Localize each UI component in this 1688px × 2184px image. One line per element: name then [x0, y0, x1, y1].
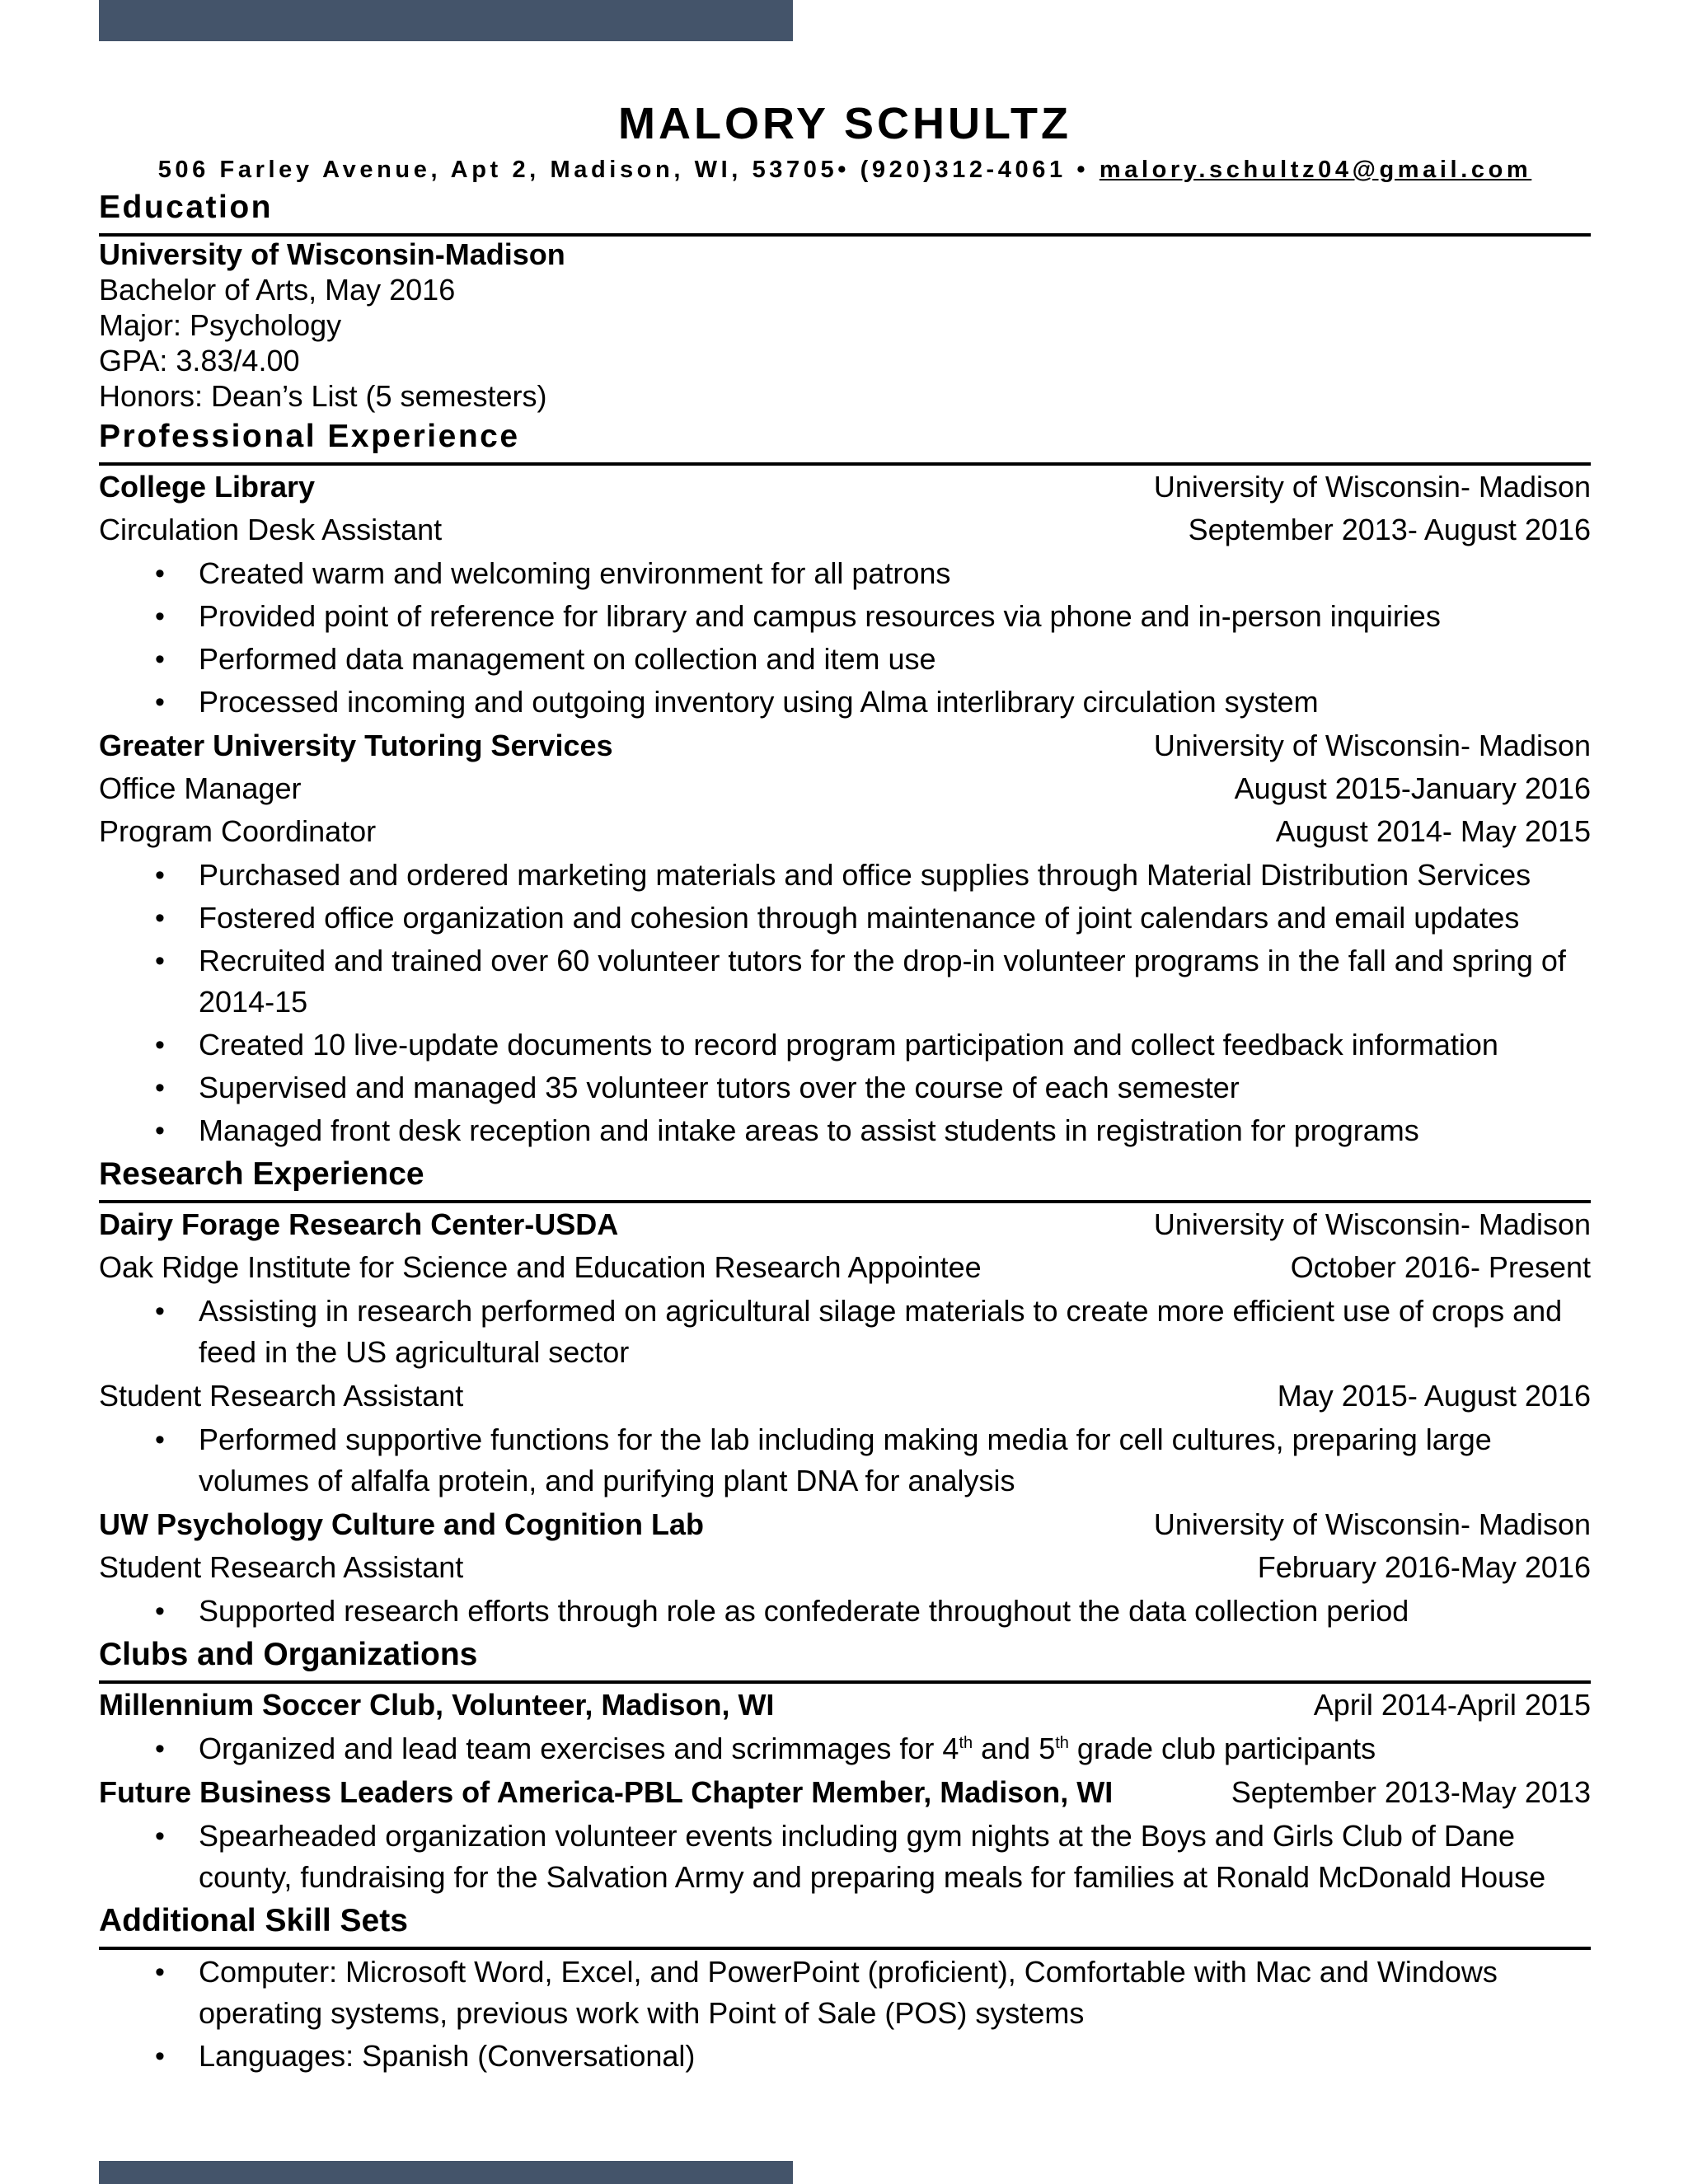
- role-dates: May 2015- August 2016: [1277, 1379, 1591, 1413]
- bullet-icon: •: [155, 902, 165, 934]
- school-name: University of Wisconsin-Madison: [99, 237, 565, 271]
- club-org: Future Business Leaders of America-PBL Chapter Member, Madison, WI: [99, 1775, 1114, 1809]
- bullet-icon: •: [155, 1296, 165, 1327]
- list-item: • Spearheaded organization volunteer events including gym nights at the Boys and Girls Club of Dane county, fundraising for the Salvation Army and preparing meals for families at Ronald McDonald House: [99, 1816, 1591, 1898]
- section-title-research: Research Experience: [99, 1155, 1591, 1203]
- club-bullets: [99, 1728, 1591, 1769]
- job-org: UW Psychology Culture and Cognition Lab: [99, 1507, 704, 1541]
- job-org: College Library: [99, 470, 316, 504]
- role-title: Program Coordinator: [99, 814, 377, 848]
- job-header: [99, 1203, 1591, 1246]
- education-line: GPA: 3.83/4.00: [99, 344, 300, 377]
- job-role: [99, 1246, 1591, 1289]
- skills-bullets: [99, 1952, 1591, 2077]
- list-item: • Created warm and welcoming environment for all patrons: [99, 553, 1591, 594]
- list-item: • Organized and lead team exercises and scrimmages for 4th and 5th grade club participants: [99, 1728, 1591, 1769]
- contact-line: [99, 155, 1591, 185]
- bullet-icon: •: [155, 558, 165, 589]
- bullet-icon: •: [155, 1072, 165, 1104]
- list-item: • Purchased and ordered marketing materials and office supplies through Material Distribution Services: [99, 855, 1591, 896]
- job-header: [99, 466, 1591, 509]
- job-org: Greater University Tutoring Services: [99, 729, 613, 762]
- bullet-icon: •: [155, 1115, 165, 1146]
- list-item: • Computer: Microsoft Word, Excel, and PowerPoint (proficient), Comfortable with Mac and Windows operating systems, previous work with Point of Sale (POS) systems: [99, 1952, 1591, 2034]
- job-bullets: [99, 855, 1591, 1151]
- list-item: • Performed supportive functions for the lab including making media for cell cultures, preparing large volumes of alfalfa protein, and purifying plant DNA for analysis: [99, 1419, 1591, 1502]
- education-line: Honors: Dean’s List (5 semesters): [99, 379, 547, 413]
- list-item: • Performed data management on collection and item use: [99, 639, 1591, 680]
- role-dates: February 2016-May 2016: [1257, 1550, 1591, 1584]
- list-item: • Fostered office organization and cohesion through maintenance of joint calendars and email updates: [99, 898, 1591, 939]
- section-title-education: Education: [99, 188, 1591, 237]
- role-dates: August 2015-January 2016: [1234, 771, 1591, 805]
- candidate-name: MALORY SCHULTZ: [618, 99, 1071, 148]
- job-role: [99, 810, 1591, 853]
- separator: •: [1076, 157, 1090, 183]
- separator: •: [837, 157, 850, 183]
- bottom-accent-bar: [99, 2161, 793, 2184]
- bullet-icon: •: [155, 601, 165, 632]
- job-role: [99, 1375, 1591, 1418]
- list-item: • Processed incoming and outgoing inventory using Alma interlibrary circulation system: [99, 682, 1591, 723]
- job-bullets: [99, 553, 1591, 723]
- list-item: • Managed front desk reception and intake areas to assist students in registration for programs: [99, 1110, 1591, 1151]
- section-title-clubs: Clubs and Organizations: [99, 1635, 1591, 1684]
- club-bullets: [99, 1816, 1591, 1898]
- bullet-icon: •: [155, 1596, 165, 1627]
- club-header: [99, 1771, 1591, 1814]
- education-line: Major: Psychology: [99, 308, 342, 342]
- bullet-icon: •: [155, 2041, 165, 2072]
- club-dates: April 2014-April 2015: [1313, 1688, 1591, 1722]
- job-role: [99, 767, 1591, 810]
- list-item: • Provided point of reference for library and campus resources via phone and in-person inquiries: [99, 596, 1591, 637]
- list-item: • Supervised and managed 35 volunteer tutors over the course of each semester: [99, 1067, 1591, 1108]
- address: 506 Farley Avenue, Apt 2, Madison, WI, 53705: [157, 157, 838, 183]
- job-role: [99, 509, 1591, 551]
- role-title: Circulation Desk Assistant: [99, 513, 443, 546]
- job-location: University of Wisconsin- Madison: [1153, 1207, 1591, 1241]
- phone: (920)312-4061: [860, 157, 1067, 183]
- job-org: Dairy Forage Research Center-USDA: [99, 1207, 619, 1241]
- bullet-icon: •: [155, 1424, 165, 1455]
- role-title: Student Research Assistant: [99, 1550, 464, 1584]
- list-item: • Supported research efforts through role as confederate throughout the data collection period: [99, 1591, 1591, 1632]
- role-dates: August 2014- May 2015: [1275, 814, 1591, 848]
- education-line: Bachelor of Arts, May 2016: [99, 273, 456, 307]
- bullet-icon: •: [155, 1957, 165, 1988]
- role-title: Student Research Assistant: [99, 1379, 464, 1413]
- job-location: University of Wisconsin- Madison: [1153, 729, 1591, 762]
- club-header: [99, 1684, 1591, 1727]
- job-header: [99, 1503, 1591, 1546]
- job-location: University of Wisconsin- Madison: [1153, 470, 1591, 504]
- club-org: Millennium Soccer Club, Volunteer, Madison, WI: [99, 1688, 775, 1722]
- bullet-icon: •: [155, 945, 165, 977]
- list-item: • Assisting in research performed on agricultural silage materials to create more efficient use of crops and feed in the US agricultural sector: [99, 1291, 1591, 1373]
- bullet-icon: •: [155, 860, 165, 891]
- job-bullets: [99, 1419, 1591, 1502]
- top-accent-bar: [99, 0, 793, 41]
- role-dates: September 2013- August 2016: [1188, 513, 1591, 546]
- section-title-skills: Additional Skill Sets: [99, 1901, 1591, 1950]
- job-location: University of Wisconsin- Madison: [1153, 1507, 1591, 1541]
- section-title-professional: Professional Experience: [99, 417, 1591, 466]
- bullet-icon: •: [155, 1029, 165, 1061]
- job-bullets: [99, 1291, 1591, 1373]
- bullet-icon: •: [155, 644, 165, 675]
- list-item: • Created 10 live-update documents to record program participation and collect feedback information: [99, 1024, 1591, 1066]
- club-dates: September 2013-May 2013: [1231, 1775, 1591, 1809]
- resume: [99, 97, 1591, 2079]
- email-link[interactable]: malory.schultz04@gmail.com: [1099, 157, 1532, 183]
- bullet-icon: •: [155, 1821, 165, 1852]
- role-title: Oak Ridge Institute for Science and Education Research Appointee: [99, 1250, 982, 1284]
- job-header: [99, 724, 1591, 767]
- role-dates: October 2016- Present: [1290, 1250, 1591, 1284]
- bullet-icon: •: [155, 687, 165, 718]
- list-item: • Languages: Spanish (Conversational): [99, 2036, 1591, 2077]
- job-role: [99, 1546, 1591, 1589]
- list-item: • Recruited and trained over 60 volunteer tutors for the drop-in volunteer programs in the fall and spring of 2014-15: [99, 940, 1591, 1023]
- role-title: Office Manager: [99, 771, 302, 805]
- bullet-icon: •: [155, 1733, 165, 1765]
- job-bullets: [99, 1591, 1591, 1632]
